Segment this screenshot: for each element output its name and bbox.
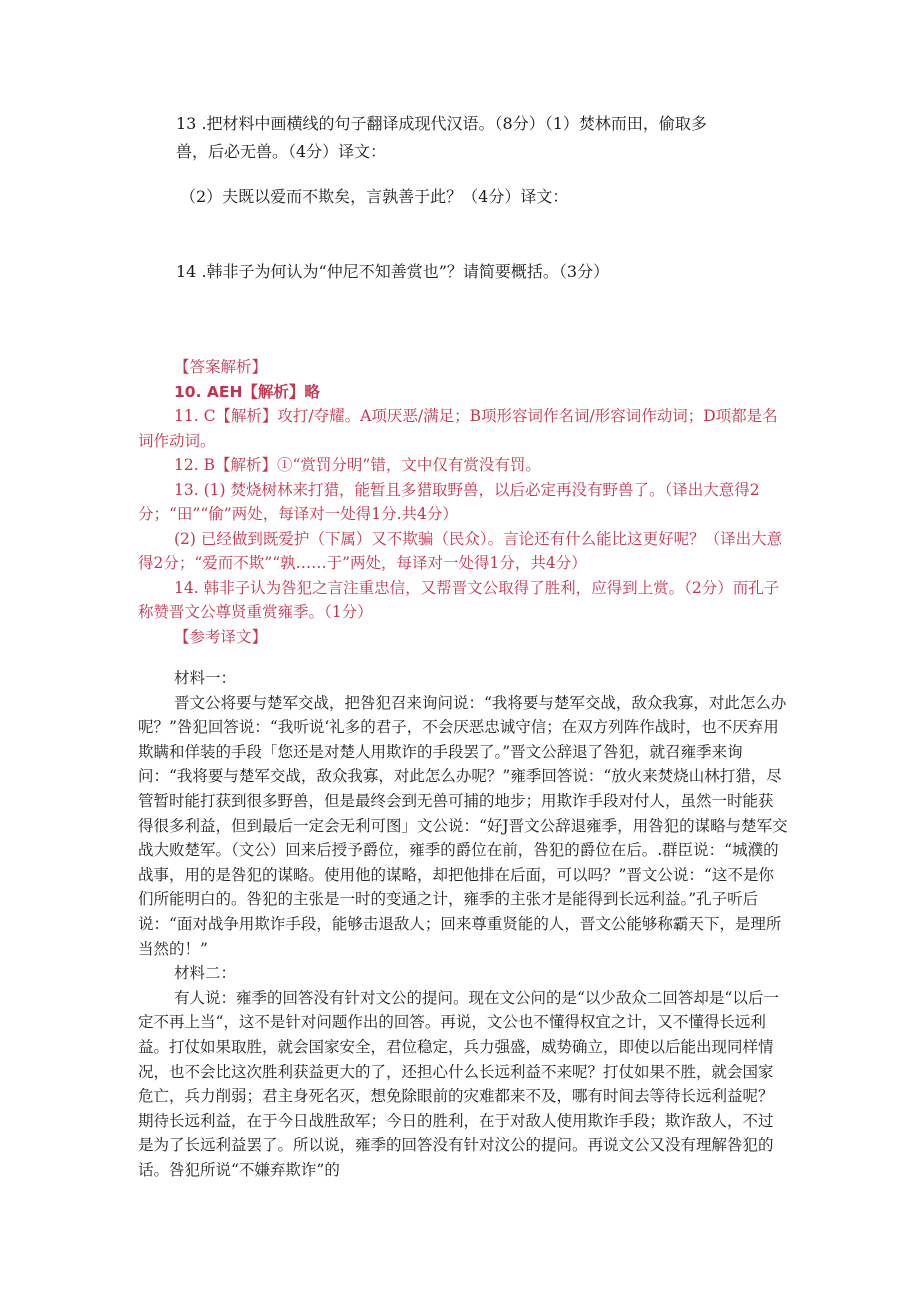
answer-14: 14. 韩非子认为咎犯之言注重忠信，又帮晋文公取得了胜利，应得到上赏。（2分）而孔子称赞晋文公尊贤重赏雍季。（1分）	[138, 578, 780, 621]
answer-section	[138, 355, 788, 649]
answer-12: 12. B【解析】①“赏罚分明”错，文中仅有赏没有罚。	[174, 456, 541, 474]
question-13-line-1: 13 .把材料中画横线的句子翻译成现代汉语。（8分）（1）焚林而田，偷取多	[176, 114, 707, 133]
answer-heading: 【答案解析】	[174, 358, 268, 376]
answer-11: 11. C【解析】攻打/夺耀。A项厌恶/满足；B项形容词作名词/形容词作动词；D项都是名词作动词。	[138, 407, 778, 450]
answer-13-2: (2) 已经做到既爱护（下属）又不欺骗（民众）。言论还有什么能比这更好呢？（译出大意得2分；“爱而不欺”“孰……于”两处，每译对一处得1分，共4分）	[138, 529, 783, 572]
material-2-text: 有人说：雍季的回答没有针对文公的提问。现在文公问的是“以少敌众二回答却是“以后一定不再上当“，这不是针对问题作出的回答。再说，文公也不懂得权宜之计，又不懂得长远利益。打仗如果取胜，就会国家安全，君位稳定，兵力强盛，威势确立，即使以后能出现同样情况，也不会比这次胜利获益更大的了，还担心什么长远利益不来呢？打仗如果不胜，就会国家危亡，兵力削弱；君主身死名灭，想免除眼前的灾难都来不及，哪有时间去等待长远利益呢？期待长远利益，在于今日战胜敌军；今日的胜利，在于对敌人使用欺诈手段；欺诈敌人，不过是为了长远利益罢了。所以说，雍季的回答没有针对汶公的提问。再说文公又没有理解咎犯的话。咎犯所说“不嫌弃欺诈”的	[138, 988, 779, 1179]
question-13-part-2: （2）夫既以爱而不欺矣，言孰善于此？（4分）译文：	[180, 187, 569, 206]
reference-translation-heading: 【参考译文】	[174, 627, 268, 646]
material-1-label: 材料一：	[174, 669, 237, 687]
question-14: 14 .韩非子为何认为“仲尼不知善赏也”？请简要概括。（3分）	[176, 262, 610, 281]
material-2-label: 材料二：	[174, 964, 237, 983]
material-1-text: 晋文公将要与楚军交战，把咎犯召来询问说：“我将要与楚军交战，敌众我寡，对此怎么办呢？”咎犯回答说：“我听说‘礼多的君子，不会厌恶忠诚守信；在双方列阵作战时，也不厌弃用欺瞒和佯装的手段「您还是对楚人用欺诈的手段罢了。”晋文公辞退了咎犯，就召雍季来询问：“我将要与楚军交战，敌众我寡，对此怎么办呢？”雍季回答说：“放火来焚烧山林打猎，尽管暂时能打获到很多野兽，但是最终会到无兽可捕的地步；用欺诈手段对付人，虽然一时能获得很多利益，但到最后一定会无利可图」文公说：“好J晋文公辞退雍季，用咎犯的谋略与楚军交战大败楚军。（文公）回来后授予爵位，雍季的爵位在前，咎犯的爵位在后。.群臣说：“城濮的战事，用的是咎犯的谋略。使用他的谋略，却把他排在后面，可以吗？”晋文公说：“这不是你们所能明白的。咎犯的主张是一时的变通之计，雍季的主张才是能得到长远利益。”孔子听后说：“面对战争用欺诈手段，能够击退敌人；回来尊重贤能的人，晋文公能够称霸天下，是理所当然的！”	[138, 693, 788, 958]
question-13-line-2: 兽，后必无兽。（4分）译文：	[176, 142, 387, 161]
answer-13-1: 13. (1) 焚烧树林来打猎，能暂且多猎取野兽，以后必定再没有野兽了。（译出大意得2分；“田”“偷”两处，每译对一处得1分.共4分）	[138, 480, 760, 523]
answer-10: 10. AEH【解析】略	[174, 382, 320, 401]
reference-translation	[138, 666, 788, 1182]
